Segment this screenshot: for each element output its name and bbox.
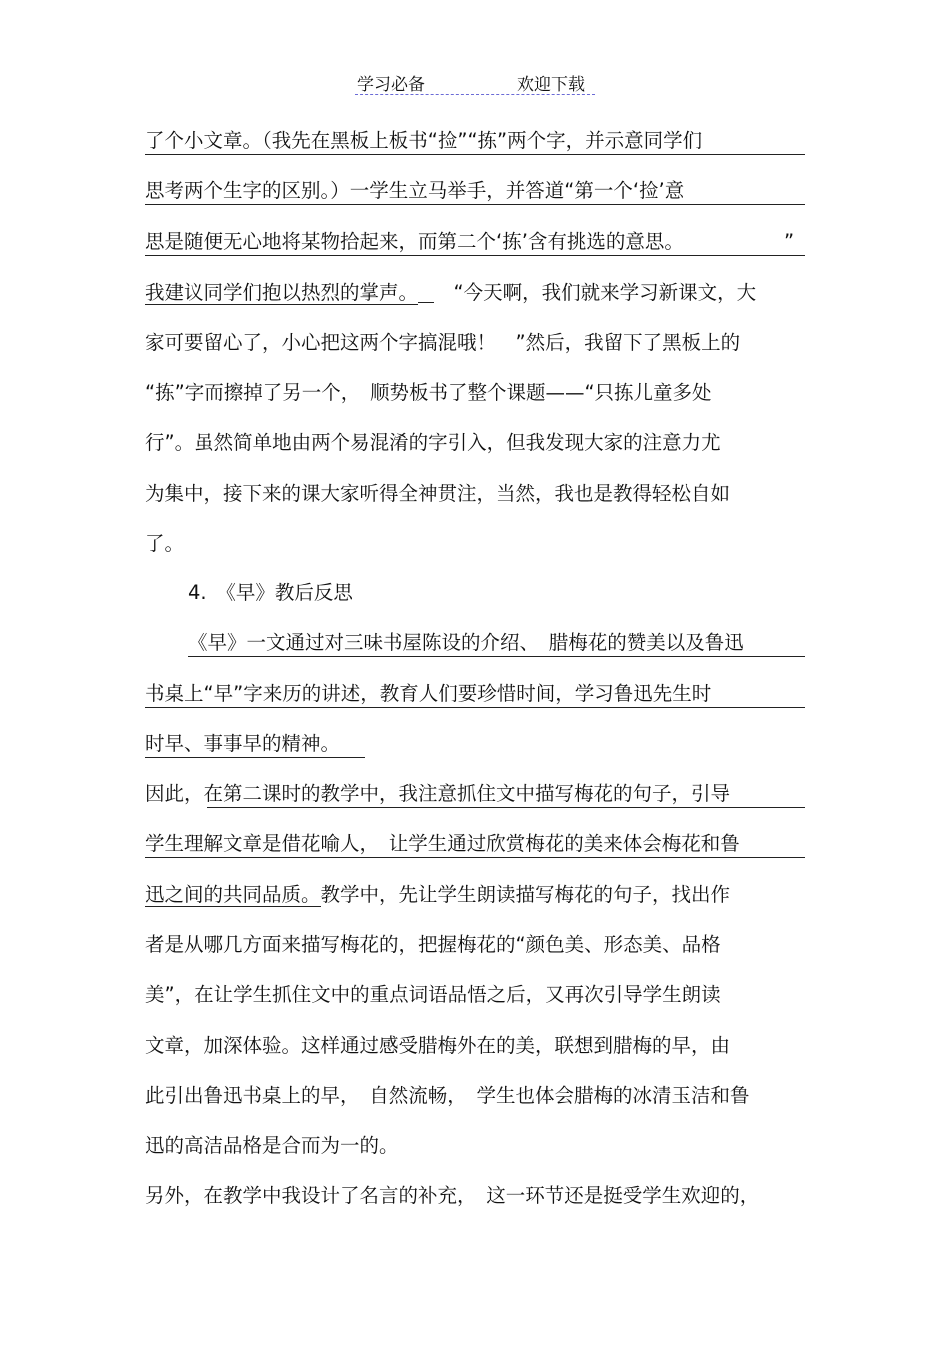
p1-line-7: 行”。虽然简单地由两个易混淆的字引入，但我发现大家的注意力尤 [145,431,721,454]
p3-line-1-lead: 因此， [145,782,204,805]
p1-line-1: 了个小文章。（我先在黑板上板书“捡”“拣”两个字，并示意同学们 [145,129,703,152]
p3-line-1-underlined: 在第二课时的教学中，我注意抓住文中描写梅花的句子，引导 [203,782,731,805]
p2-line-1: 《早》一文通过对三味书屋陈设的介绍、 腊梅花的赞美以及鲁迅 [188,631,744,654]
p1-line-2: 思考两个生字的区别。）一学生立马举手，并答道“第一个‘捡’意 [145,179,685,202]
p1-line-4-rest: “今天啊，我们就来学习新课文，大 [453,281,757,304]
p1-line-3: 思是随便无心地将某物拾起来，而第二个‘拣’含有挑选的意思。 [145,230,684,253]
p1-line-5: 家可要留心了，小心把这两个字搞混哦！ ”然后，我留下了黑板上的 [145,331,741,354]
p2-line-2: 书桌上“早”字来历的讲述，教育人们要珍惜时间，学习鲁迅先生时 [145,682,712,705]
p2-line-3: 时早、事事早的精神。 [145,732,341,755]
header-right-text: 欢迎下载 [517,75,585,95]
p4-line-1: 另外，在教学中我设计了名言的补充， 这一环节还是挺受学生欢迎的， [145,1184,760,1207]
p3-line-2: 学生理解文章是借花喻人， 让学生通过欣赏梅花的美来体会梅花和鲁 [145,832,740,855]
p3-line-3 [145,882,730,908]
header-left-text: 学习必备 [357,75,425,95]
section-heading: 4. 《早》教后反思 [188,581,353,604]
p1-line-6: “拣”字而擦掉了另一个， 顺势板书了整个课题——“只拣儿童多处 [145,381,712,404]
underline-rule [207,807,805,808]
underline-rule [145,757,365,758]
underline-rule [145,707,805,708]
underline-rule [188,656,805,657]
page-header [355,70,595,95]
p3-line-3-underlined: 迅之间的共同品质。 [145,883,321,906]
p3-line-6: 文章，加深体验。这样通过感受腊梅外在的美，联想到腊梅的早，由 [145,1034,731,1057]
underline-rule [145,255,805,256]
p1-line-8: 为集中，接下来的课大家听得全神贯注，当然，我也是教得轻松自如 [145,482,731,505]
p1-line-4 [145,280,756,306]
p1-line-3-end: ” [784,230,795,253]
underline-rule [145,204,805,205]
p1-line-4-underlined: 我建议同学们抱以热烈的掌声。 [145,281,419,304]
p3-line-5: 美”，在让学生抓住文中的重点词语品悟之后，又再次引导学生朗读 [145,983,721,1006]
p3-line-3-rest: 教学中，先让学生朗读描写梅花的句子，找出作 [320,883,731,906]
p1-line-9: 了。 [145,532,185,555]
p3-line-1 [145,781,730,807]
underline-rule [145,857,805,858]
underline-rule [145,154,805,155]
p3-line-4: 者是从哪几方面来描写梅花的，把握梅花的“颜色美、形态美、品格 [145,933,721,956]
p3-line-8: 迅的高洁品格是合而为一的。 [145,1134,399,1157]
p3-line-7: 此引出鲁迅书桌上的早， 自然流畅， 学生也体会腊梅的冰清玉洁和鲁 [145,1084,750,1107]
underline-tail [418,280,434,303]
